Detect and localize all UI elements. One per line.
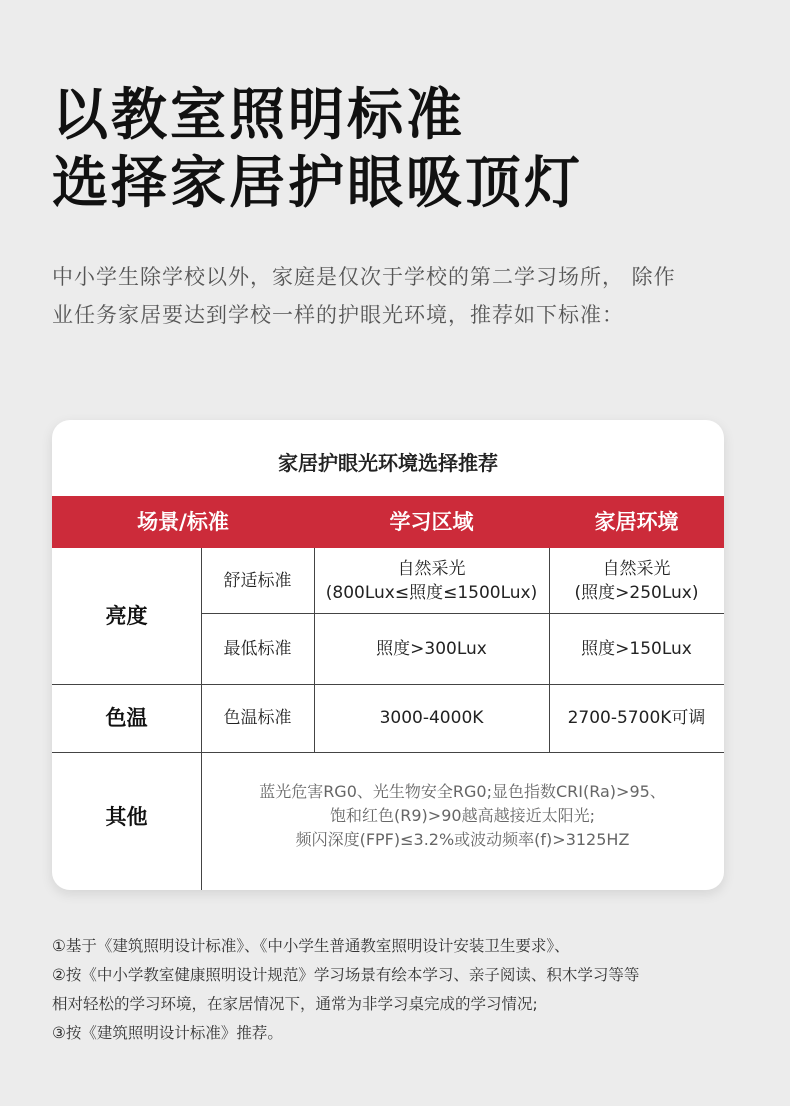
- intro-line-2: 业任务家居要达到学校一样的护眼光环境，推荐如下标准：: [52, 303, 624, 327]
- minimum-standard-label: 最低标准: [223, 638, 292, 659]
- row-label-brightness: 亮度: [105, 604, 148, 628]
- color-temp-study-value: 3000-4000K: [379, 708, 484, 728]
- table-title: 家居护眼光环境选择推荐: [278, 451, 498, 475]
- color-temp-home-value: 2700-5700K可调: [567, 708, 706, 728]
- footnote-3: ③按《建筑照明设计标准》推荐。: [52, 1024, 283, 1042]
- minimum-home-value: 照度>150Lux: [581, 638, 692, 659]
- comfort-study-line-1: 自然采光: [397, 558, 466, 579]
- headline-line-1: 以教室照明标准: [52, 83, 465, 148]
- row-label-color-temp: 色温: [105, 706, 148, 730]
- intro-paragraph: [52, 258, 732, 334]
- footnote-2: ②按《中小学教室健康照明设计规范》学习场景有绘本学习、亲子阅读、积木学习等等: [52, 966, 640, 984]
- recommendation-card: [52, 420, 724, 890]
- headline: [52, 82, 583, 218]
- footnote-2-continued: 相对轻松的学习环境，在家居情况下，通常为非学习桌完成的学习情况;: [52, 995, 538, 1013]
- color-temp-standard-label: 色温标准: [223, 708, 292, 728]
- intro-line-1: 中小学生除学校以外，家庭是仅次于学校的第二学习场所， 除作: [52, 265, 676, 289]
- other-line-1: 蓝光危害RG0、光生物安全RG0;显色指数CRI(Ra)>95、: [259, 782, 666, 801]
- other-line-3: 频闪深度(FPF)≤3.2%或波动频率(f)>3125HZ: [295, 830, 630, 849]
- other-requirements: [201, 752, 724, 880]
- comfort-home-line-2: (照度>250Lux): [574, 582, 699, 603]
- comfort-home-line-1: 自然采光: [602, 558, 671, 579]
- comfort-study-value: [314, 548, 549, 613]
- header-scene-standard: 场景/标准: [52, 496, 314, 548]
- footnotes: [52, 932, 742, 1048]
- footnote-1: ①基于《建筑照明设计标准》、《中小学生普通教室照明设计安装卫生要求》、: [52, 937, 570, 955]
- comfort-home-value: [549, 548, 724, 613]
- row-label-other: 其他: [105, 805, 148, 829]
- header-home-environment: 家居环境: [549, 496, 724, 548]
- minimum-study-value: 照度>300Lux: [376, 638, 487, 659]
- comfort-standard-label: 舒适标准: [223, 570, 292, 591]
- comfort-study-line-2: (800Lux≤照度≤1500Lux): [325, 582, 538, 603]
- headline-line-2: 选择家居护眼吸顶灯: [52, 151, 583, 216]
- other-line-2: 饱和红色(R9)>90越高越接近太阳光;: [330, 806, 595, 825]
- header-study-area: 学习区域: [314, 496, 549, 548]
